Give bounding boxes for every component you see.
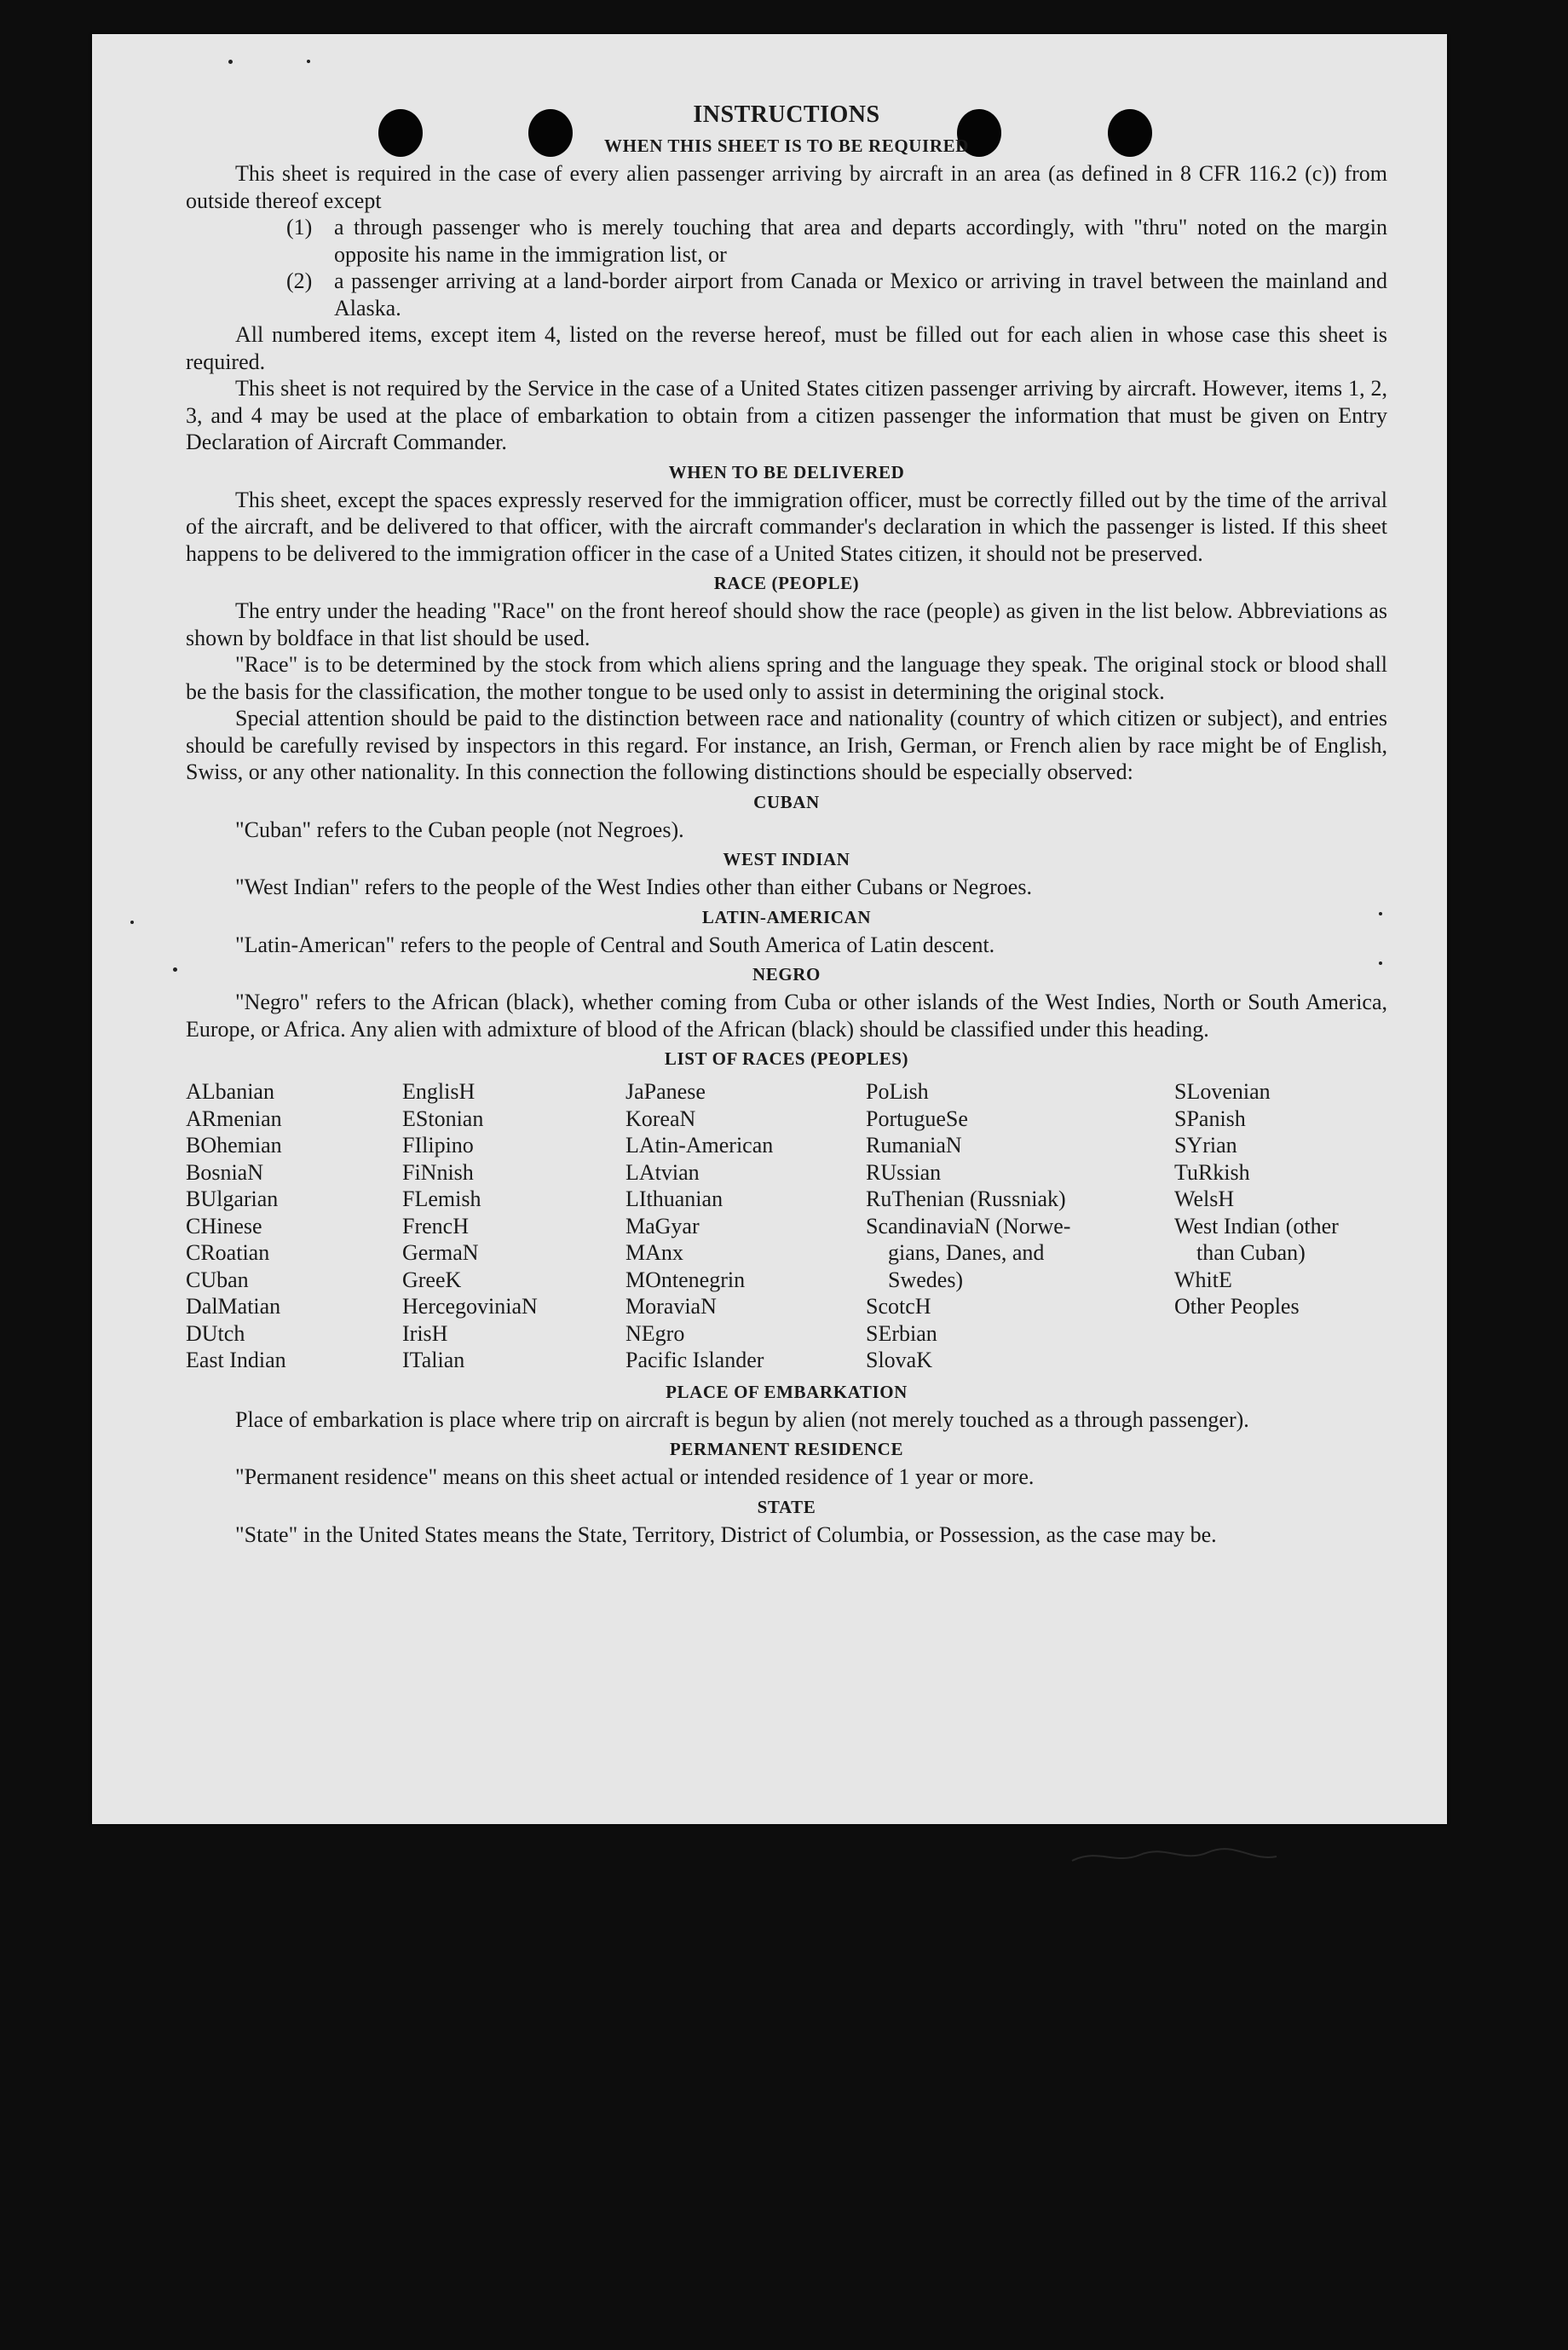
race-entry: KoreaN	[625, 1106, 696, 1131]
page-title: INSTRUCTIONS	[693, 101, 880, 128]
race-entry: WhitE	[1174, 1267, 1232, 1292]
section-heading: STATE	[757, 1496, 816, 1517]
race-entry: DUtch	[186, 1320, 245, 1346]
race-entry: gians, Danes, and	[888, 1240, 1045, 1265]
paragraph: This sheet is not required by the Service in the case of a United States citizen passenger arriving by aircraft. However, items 1, 2, 3, and 4 may be used at the place of embarkation to obtain from a citizen passenger the information that must be given on Entry Declaration of Aircraft Commander.	[186, 376, 1387, 454]
race-entry: PortugueSe	[866, 1106, 968, 1131]
race-entry: RumaniaN	[866, 1133, 962, 1158]
race-entry: Pacific Islander	[625, 1348, 764, 1372]
race-entry: GreeK	[402, 1267, 462, 1292]
race-entry: CHinese	[186, 1213, 262, 1239]
section-heading: LATIN-AMERICAN	[701, 906, 872, 927]
speck	[307, 60, 310, 63]
race-entry: MAnx	[625, 1240, 683, 1265]
item-text: a through passenger who is merely touching that area and departs accordingly, with "thru" noted on the margin opposite his name in the immigration list, or	[334, 215, 1387, 267]
race-entry: MoraviaN	[625, 1294, 717, 1319]
race-entry: GermaN	[402, 1240, 479, 1265]
race-list-table	[186, 1078, 1387, 1374]
race-entry: FiNnish	[402, 1159, 474, 1185]
race-entry: FrencH	[402, 1213, 469, 1239]
race-column	[402, 1078, 625, 1374]
section-heading: NEGRO	[752, 964, 821, 984]
faint-signature-mark	[1064, 1839, 1285, 1874]
race-entry: CUban	[186, 1267, 249, 1292]
race-entry: SlovaK	[866, 1348, 932, 1372]
race-entry: LAtvian	[625, 1159, 700, 1185]
race-entry: EStonian	[402, 1106, 484, 1131]
section-heading: PLACE OF EMBARKATION	[666, 1381, 908, 1402]
race-entry: FIlipino	[402, 1133, 474, 1158]
paragraph: The entry under the heading "Race" on the front hereof should show the race (people) as given in the list below. Abbreviations as shown by boldface in that list should be used.	[186, 598, 1387, 650]
race-entry: BUlgarian	[186, 1187, 279, 1211]
instructions-body	[186, 101, 1387, 1548]
section-heading: LIST OF RACES (PEOPLES)	[664, 1048, 909, 1069]
race-entry: ScotcH	[866, 1294, 931, 1319]
section-heading: RACE (PEOPLE)	[713, 573, 860, 593]
race-entry: FLemish	[402, 1187, 481, 1211]
race-entry: SLovenian	[1174, 1079, 1271, 1104]
race-entry: ITalian	[402, 1348, 465, 1372]
section-heading: WHEN THIS SHEET IS TO BE REQUIRED	[604, 136, 969, 156]
section-heading: CUBAN	[753, 791, 820, 812]
race-entry: IrisH	[402, 1320, 448, 1346]
race-entry: WelsH	[1174, 1187, 1235, 1211]
speck	[130, 921, 134, 924]
race-entry: SErbian	[866, 1320, 937, 1346]
speck	[228, 60, 233, 64]
paragraph: "State" in the United States means the State, Territory, District of Columbia, or Possession, as the case may be.	[235, 1521, 1217, 1547]
paragraph: This sheet, except the spaces expressly reserved for the immigration officer, must be correctly filled out by the time of the arrival of the aircraft, and be delivered to that officer, with the aircraft commander's declaration in which the passenger is listed. If this sheet happens to be delivered to the immigration officer in the case of a United States citizen, it should not be preserved.	[186, 487, 1387, 566]
race-column	[1174, 1078, 1387, 1374]
race-entry: CRoatian	[186, 1240, 270, 1265]
race-entry: HercegoviniaN	[402, 1294, 538, 1319]
race-column	[866, 1078, 1174, 1374]
race-entry: SYrian	[1174, 1133, 1237, 1158]
document-sheet	[92, 34, 1447, 1824]
race-entry: BosniaN	[186, 1159, 263, 1185]
paragraph: "Latin-American" refers to the people of Central and South America of Latin descent.	[235, 932, 995, 957]
item-text: a passenger arriving at a land-border airport from Canada or Mexico or arriving in travel between the mainland and Alaska.	[334, 268, 1387, 320]
race-entry: RUssian	[866, 1159, 942, 1185]
race-entry: PoLish	[866, 1079, 929, 1104]
race-entry: RuThenian (Russniak)	[866, 1187, 1066, 1211]
race-entry: East Indian	[186, 1348, 286, 1372]
paragraph: "Cuban" refers to the Cuban people (not Negroes).	[235, 817, 684, 842]
race-entry: West Indian (other	[1174, 1213, 1339, 1239]
item-number: (1)	[286, 215, 313, 240]
section-heading: WEST INDIAN	[723, 849, 850, 869]
paragraph: "Permanent residence" means on this sheet actual or intended residence of 1 year or more.	[235, 1464, 1035, 1489]
paragraph: Special attention should be paid to the distinction between race and nationality (country of which citizen or subject), and entries should be carefully revised by inspectors in this regard. For instance, an Irish, German, or French alien by race might be of English, Swiss, or any other nationality. In this connection the following distinctions should be especially observed:	[186, 706, 1387, 784]
list-item	[286, 268, 1387, 321]
race-entry: TuRkish	[1174, 1159, 1250, 1185]
paragraph: This sheet is required in the case of every alien passenger arriving by aircraft in an area (as defined in 8 CFR 116.2 (c)) from outside thereof except	[186, 161, 1387, 213]
paragraph: "Negro" refers to the African (black), whether coming from Cuba or other islands of the West Indies, North or South America, Europe, or Africa. Any alien with admixture of blood of the African (black) should be classified under this heading.	[186, 990, 1387, 1042]
race-entry: ALbanian	[186, 1079, 274, 1104]
race-entry: BOhemian	[186, 1133, 282, 1158]
race-entry: JaPanese	[625, 1079, 706, 1104]
race-entry: NEgro	[625, 1320, 685, 1346]
race-entry: ARmenian	[186, 1106, 282, 1131]
race-entry: DalMatian	[186, 1294, 281, 1319]
race-entry: SPanish	[1174, 1106, 1246, 1131]
race-entry: MOntenegrin	[625, 1267, 746, 1292]
race-entry: Swedes)	[888, 1267, 964, 1292]
race-entry: Other Peoples	[1174, 1294, 1300, 1319]
race-entry: LAtin-American	[625, 1133, 774, 1158]
race-column	[186, 1078, 402, 1374]
section-heading: PERMANENT RESIDENCE	[669, 1439, 904, 1459]
section-heading: WHEN TO BE DELIVERED	[668, 461, 905, 482]
race-entry: LIthuanian	[625, 1187, 723, 1211]
speck	[173, 967, 177, 972]
paragraph: Place of embarkation is place where trip on aircraft is begun by alien (not merely touched as a through passenger).	[235, 1406, 1249, 1432]
race-entry: EnglisH	[402, 1079, 476, 1104]
race-column	[625, 1078, 866, 1374]
list-item	[286, 214, 1387, 268]
paragraph: "Race" is to be determined by the stock from which aliens spring and the language they speak. The original stock or blood shall be the basis for the classification, the mother tongue to be used only to assist in determining the original stock.	[186, 652, 1387, 704]
race-entry: than Cuban)	[1196, 1240, 1306, 1265]
race-entry: ScandinaviaN (Norwe-	[866, 1213, 1071, 1239]
paragraph: "West Indian" refers to the people of the West Indies other than either Cubans or Negroes.	[235, 875, 1032, 899]
race-entry: MaGyar	[625, 1213, 700, 1239]
paragraph: All numbered items, except item 4, listed on the reverse hereof, must be filled out for each alien in whose case this sheet is required.	[186, 322, 1387, 374]
item-number: (2)	[286, 268, 313, 293]
